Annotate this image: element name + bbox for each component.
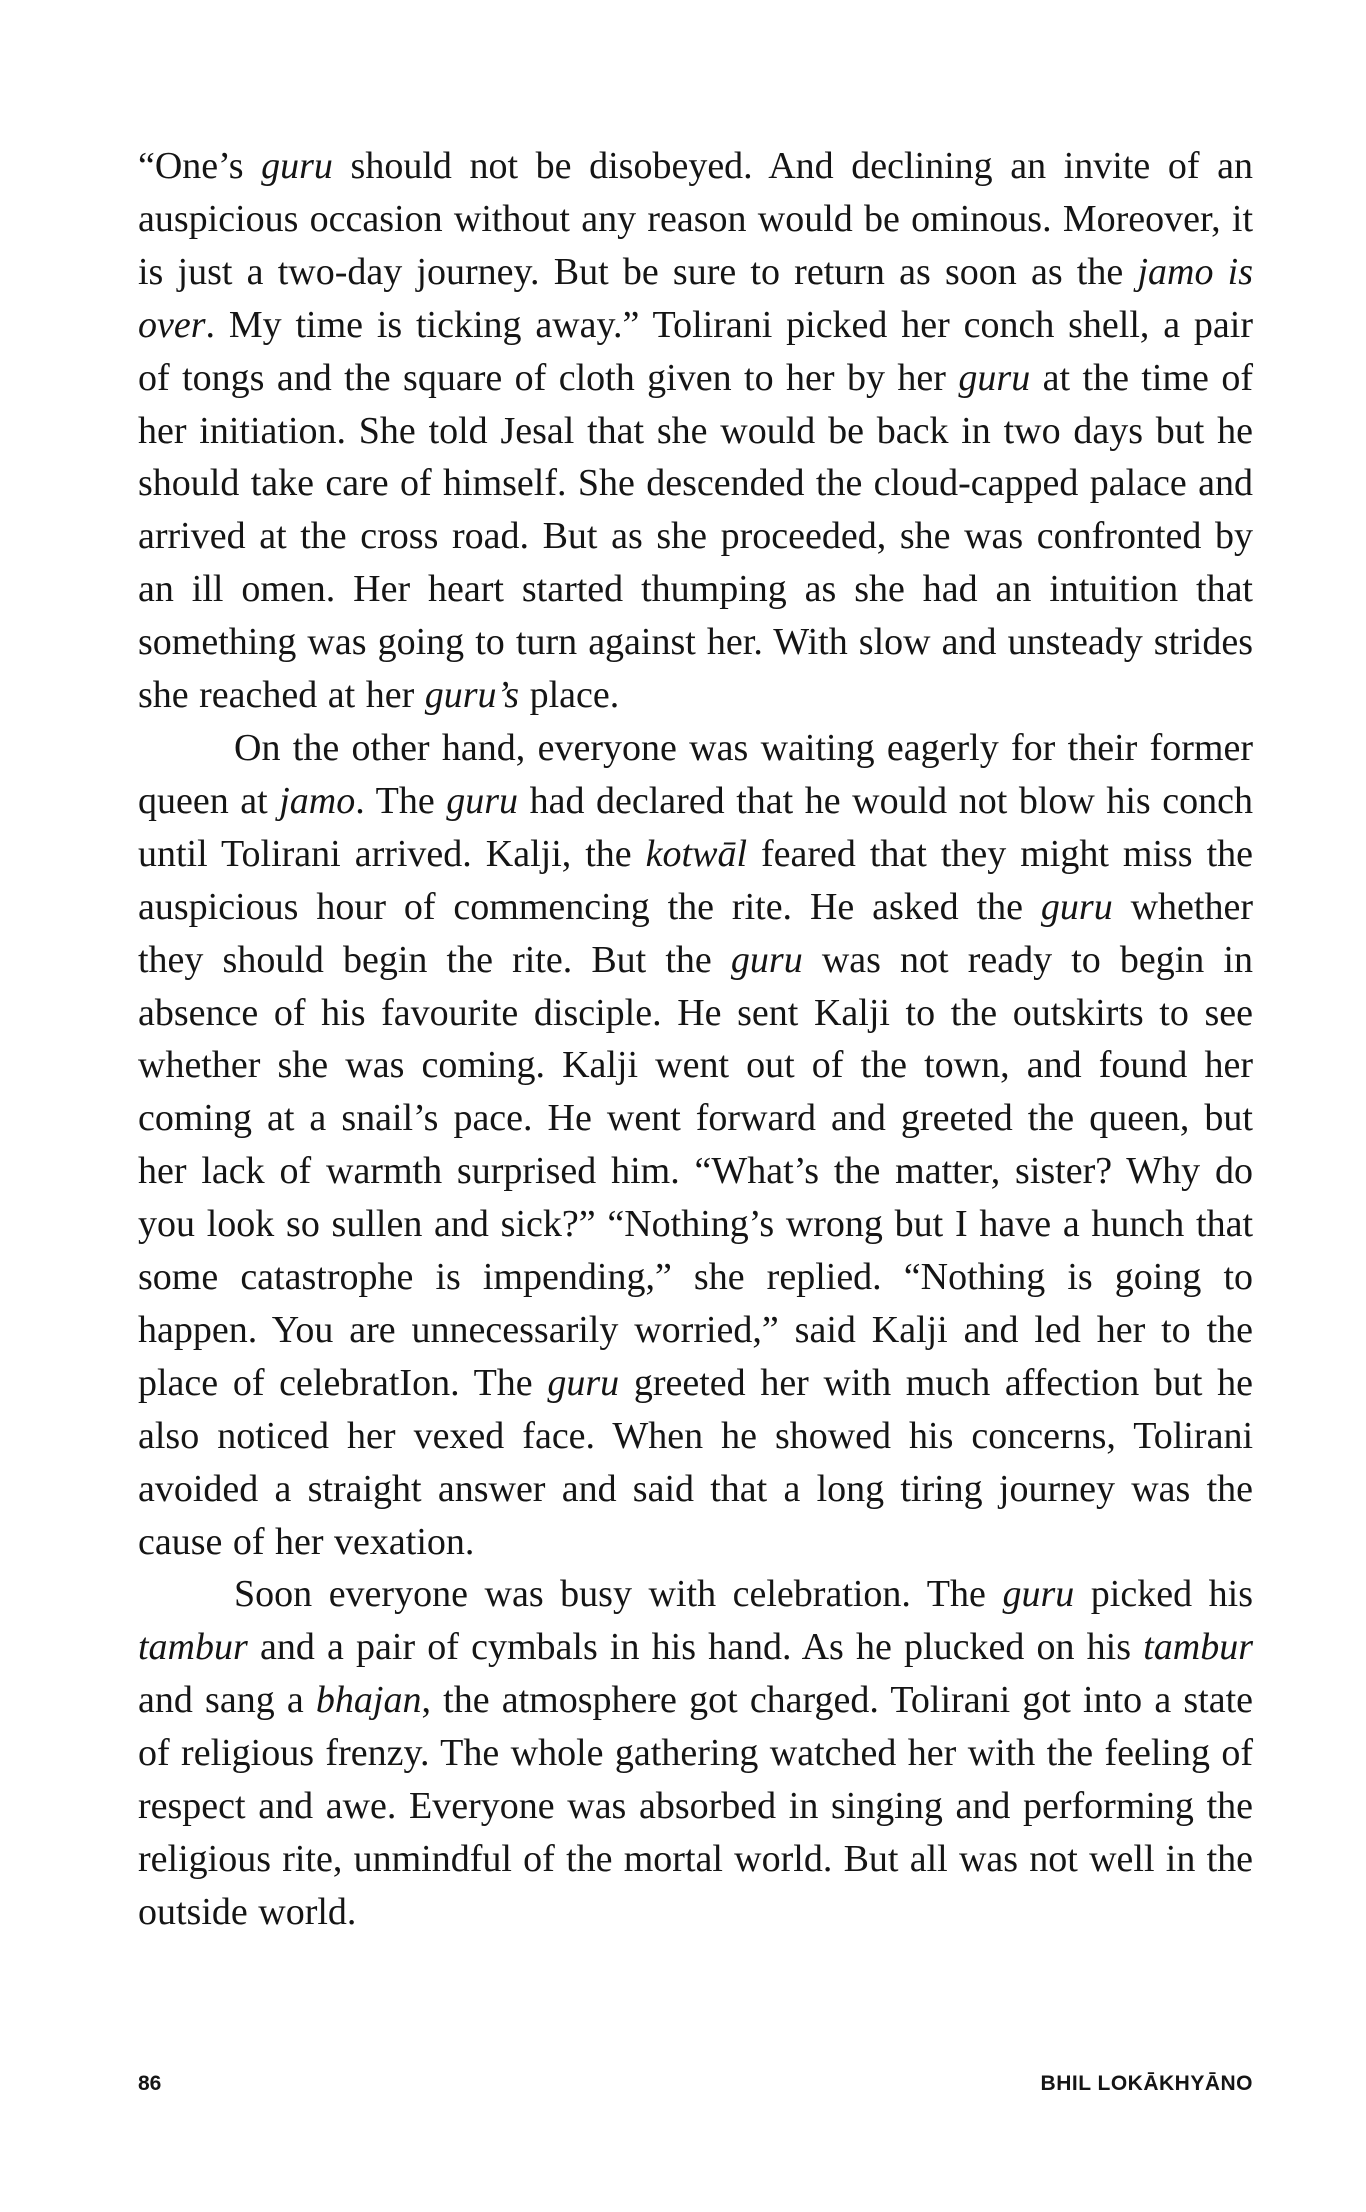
italic-term: guru (547, 1361, 620, 1404)
text-run: . My time is ticking away.” Tolirani picked her conch shell, a pair of tongs and the square of cloth given to her by her (138, 303, 1253, 399)
text-run: should not be disobeyed. And declining an invite of an auspicious occasion without any reason would be ominous. Moreover, it is just a two-day journey. But be sure to return as soon as the (138, 145, 1253, 293)
text-run: picked his (1074, 1573, 1254, 1616)
text-run: , the atmosphere got charged. Tolirani got into a state of religious frenzy. The whole gathering watched her with the feeling of respect and awe. Everyone was absorbed in singing and performing the religious rite, unmindful of the mortal world. But all was not well in the outside world. (138, 1679, 1253, 1933)
italic-term: guru (1040, 885, 1113, 928)
page-body (138, 140, 1253, 1939)
italic-term: tambur (138, 1626, 248, 1669)
italic-term: guru (730, 938, 803, 981)
text-run: place. (519, 674, 620, 717)
text-run: at the time of her initiation. She told Jesal that she would be back in two days but he should take care of himself. She descended the cloud-capped palace and arrived at the cross road. But as she proceeded, she was confronted by an ill omen. Her heart started thumping as she had an intuition that something was going to turn against her. With slow and unsteady strides she reached at her (138, 356, 1254, 717)
italic-term: guru’s (424, 674, 520, 717)
italic-term: jamo is over (138, 250, 1253, 346)
paragraph (138, 1568, 1253, 1938)
italic-term: guru (958, 356, 1031, 399)
text-run: had declared that he would not blow his conch until Tolirani arrived. Kalji, the (138, 779, 1253, 875)
italic-term: jamo (279, 779, 356, 822)
text-run: On the other hand, everyone was waiting eagerly for their former queen at (138, 726, 1253, 822)
text-run: and a pair of cymbals in his hand. As he plucked on his (247, 1626, 1144, 1669)
page-number: 86 (138, 2072, 162, 2095)
text-run: feared that they might miss the auspicious hour of commencing the rite. He asked the (138, 832, 1253, 928)
paragraph (138, 140, 1253, 722)
page-footer (138, 2072, 1253, 2102)
text-run: and sang a (138, 1679, 316, 1722)
italic-term: tambur (1143, 1626, 1253, 1669)
running-title: BHIL LOKĀKHYĀNO (1040, 2072, 1253, 2095)
text-run: greeted her with much affection but he also noticed her vexed face. When he showed his concerns, Tolirani avoided a straight answer and said that a long tiring journey was the cause of her vexation. (138, 1361, 1254, 1563)
italic-term: guru (261, 145, 333, 187)
text-run: was not ready to begin in absence of his favourite disciple. He sent Kalji to the outskirts to see whether she was coming. Kalji went out of the town, and found her coming at a snail’s pace. He went forward and greeted the queen, but her lack of warmth surprised him. “What’s the matter, sister? Why do you look so sullen and sick?” “Nothing’s wrong but I have a hunch that some catastrophe is impending,” she replied. “Nothing is going to happen. You are unnecessarily worried,” said Kalji and led her to the place of celebratIon. The (138, 938, 1253, 1404)
italic-term: kotwāl (645, 832, 747, 875)
text-run: Soon everyone was busy with celebration. The (234, 1573, 1003, 1616)
italic-term: bhajan (315, 1679, 422, 1722)
paragraph (138, 722, 1253, 1569)
text-run: “One’s (138, 145, 262, 187)
italic-term: guru (446, 779, 519, 822)
italic-term: guru (1002, 1573, 1075, 1616)
text-run: whether they should begin the rite. But the (138, 885, 1253, 981)
text-run: . The (355, 779, 447, 822)
